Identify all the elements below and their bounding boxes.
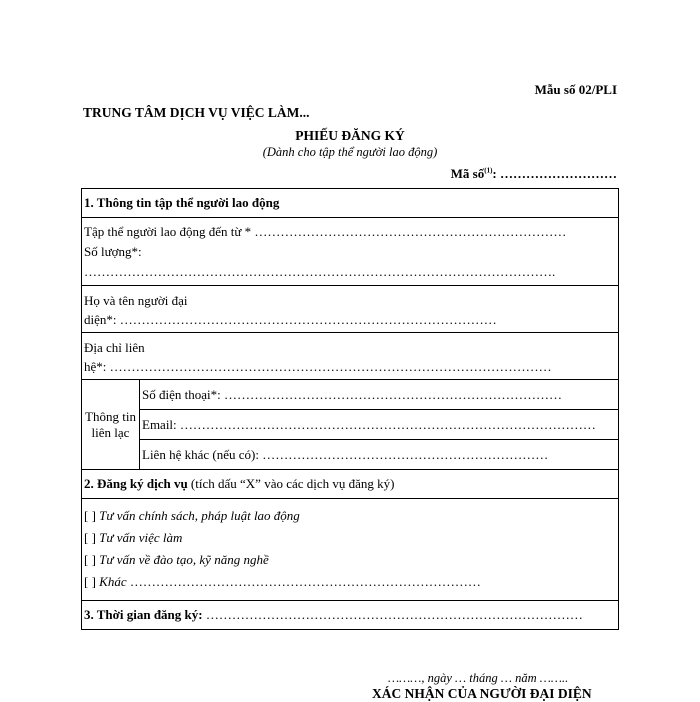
registration-table bbox=[81, 188, 619, 630]
section3-title: 3. Thời gian đăng ký: bbox=[84, 607, 203, 622]
section2-header-row bbox=[82, 470, 619, 499]
registration-time-field[interactable]: …………………………………………………………………………… bbox=[202, 607, 583, 622]
rep-name-row bbox=[82, 286, 619, 333]
form-title: PHIẾU ĐĂNG KÝ bbox=[295, 128, 405, 143]
other-contact-row bbox=[82, 440, 619, 470]
checkbox[interactable]: [ ] bbox=[84, 508, 96, 523]
quantity-label: Số lượng*: bbox=[84, 244, 142, 259]
section1-title: 1. Thông tin tập thể người lao động bbox=[82, 189, 619, 218]
section2-note: (tích dấu “X” vào các dịch vụ đăng ký) bbox=[187, 476, 395, 491]
address-row bbox=[82, 333, 619, 380]
checkbox[interactable]: [ ] bbox=[84, 552, 96, 567]
address-field[interactable]: hệ*: ………………………………………………………………………………………… bbox=[84, 359, 552, 374]
code-line bbox=[451, 166, 617, 182]
service-label: Khác bbox=[99, 574, 127, 589]
services-row bbox=[82, 499, 619, 601]
email-field[interactable]: Email: …………………………………………………………………………………… bbox=[140, 410, 619, 440]
rep-name-label: Họ và tên người đại bbox=[84, 293, 188, 308]
origin-field[interactable]: Tập thể người lao động đến từ * ……………………………………………………………… bbox=[84, 224, 567, 239]
service-label: Tư vấn chính sách, pháp luật lao động bbox=[99, 508, 300, 523]
code-footnote: (1) bbox=[484, 166, 493, 175]
phone-row bbox=[82, 380, 619, 410]
quantity-field[interactable]: ………………………………………………………………………………………………. bbox=[84, 264, 556, 279]
origin-quantity-row bbox=[82, 218, 619, 286]
service-option[interactable] bbox=[84, 505, 616, 527]
section2-title: 2. Đăng ký dịch vụ bbox=[84, 476, 188, 491]
service-option[interactable] bbox=[84, 549, 616, 571]
other-contact-field[interactable]: Liên hệ khác (nếu có): ………………………………………………………… bbox=[140, 440, 619, 470]
section1-header-row bbox=[82, 189, 619, 218]
address-label: Địa chỉ liên bbox=[84, 340, 145, 355]
rep-name-field[interactable]: diện*: …………………………………………………………………………… bbox=[84, 312, 497, 327]
email-row bbox=[82, 410, 619, 440]
service-label: Tư vấn về đào tạo, kỹ năng nghề bbox=[99, 552, 269, 567]
confirm-title: XÁC NHẬN CỦA NGƯỜI ĐẠI DIỆN bbox=[372, 686, 592, 701]
code-value-field[interactable]: : ……………………… bbox=[492, 166, 617, 181]
code-label: Mã số bbox=[450, 166, 485, 181]
checkbox[interactable]: [ ] bbox=[84, 574, 96, 589]
other-service-field[interactable]: ……………………………………………………………………… bbox=[126, 574, 481, 589]
service-option[interactable] bbox=[84, 527, 616, 549]
date-line[interactable]: ………, ngày … tháng … năm …….. bbox=[388, 671, 569, 685]
section3-row bbox=[82, 601, 619, 630]
form-code: Mẫu số 02/PLI bbox=[534, 82, 617, 97]
service-label: Tư vấn việc làm bbox=[99, 530, 183, 545]
checkbox[interactable]: [ ] bbox=[84, 530, 96, 545]
contact-info-label: Thông tin liên lạc bbox=[82, 380, 140, 470]
phone-field[interactable]: Số điện thoại*: …………………………………………………………………… bbox=[140, 380, 619, 410]
center-name: TRUNG TÂM DỊCH VỤ VIỆC LÀM... bbox=[83, 105, 310, 120]
service-option[interactable] bbox=[84, 571, 616, 593]
form-subtitle: (Dành cho tập thể người lao động) bbox=[262, 145, 438, 159]
